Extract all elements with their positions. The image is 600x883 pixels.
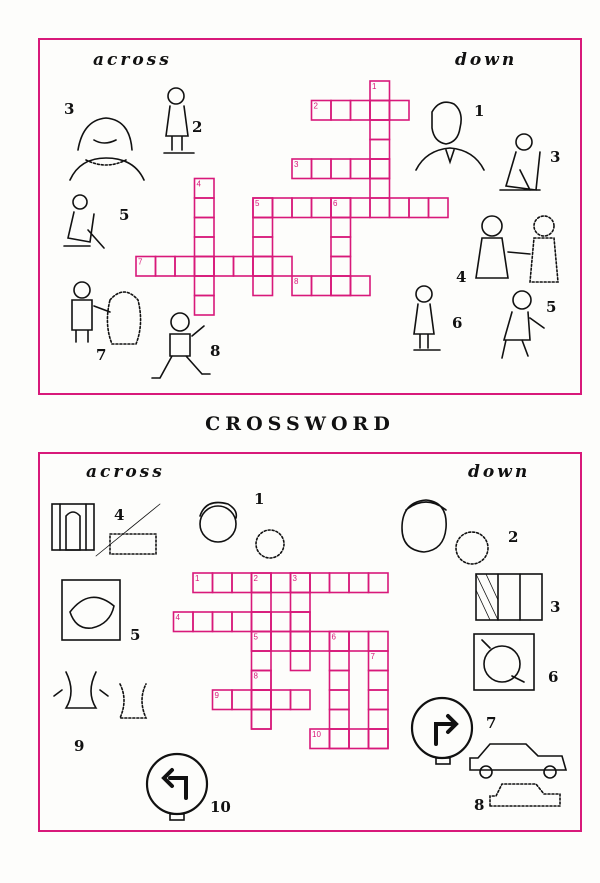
down-clue-number: 3 [550,598,561,616]
down-header: down [455,50,518,70]
down-header: down [468,462,531,482]
across-clue-number: 7 [96,346,107,364]
across-clue-number: 9 [74,737,85,755]
cell-number: 4 [175,613,180,622]
cell-number: 1 [195,574,200,583]
across-clue-number: 5 [130,626,141,644]
across-clue-number: 10 [210,798,231,816]
across-clue-number: 3 [64,100,75,118]
cell-number: 2 [313,101,318,111]
cell-number: 3 [292,574,297,583]
cell-number: 5 [253,632,258,642]
page-title: CROSSWORD [205,413,395,435]
across-clue-number: 5 [119,206,130,224]
down-clue-number: 2 [508,528,519,546]
across-clue-number: 8 [210,342,221,360]
cell-number: 4 [196,179,201,189]
cell-number: 5 [255,199,260,208]
down-clue-number: 6 [452,314,463,332]
cell-number: 8 [253,671,258,681]
cell-number: 7 [370,652,375,661]
across-clue-number: 1 [254,490,265,508]
cell-number: 7 [138,257,143,267]
down-clue-number: 7 [486,714,497,732]
down-clue-number: 1 [474,102,485,120]
down-clue-number: 4 [456,268,467,286]
cell-number: 6 [331,632,336,642]
across-header: across [86,462,165,482]
cell-number: 1 [372,82,377,91]
across-header: across [93,50,172,70]
cell-number: 2 [253,574,258,583]
cell-number: 6 [333,199,338,208]
cell-number: 3 [294,160,299,169]
down-clue-number: 6 [548,668,559,686]
down-clue-number: 5 [546,298,557,316]
down-clue-number: 8 [474,796,485,814]
across-clue-number: 2 [192,118,203,136]
across-clue-number: 4 [114,506,125,524]
down-clue-number: 3 [550,148,561,166]
cell-number: 10 [312,730,321,739]
cell-number: 9 [214,691,219,700]
cell-number: 8 [294,277,299,286]
